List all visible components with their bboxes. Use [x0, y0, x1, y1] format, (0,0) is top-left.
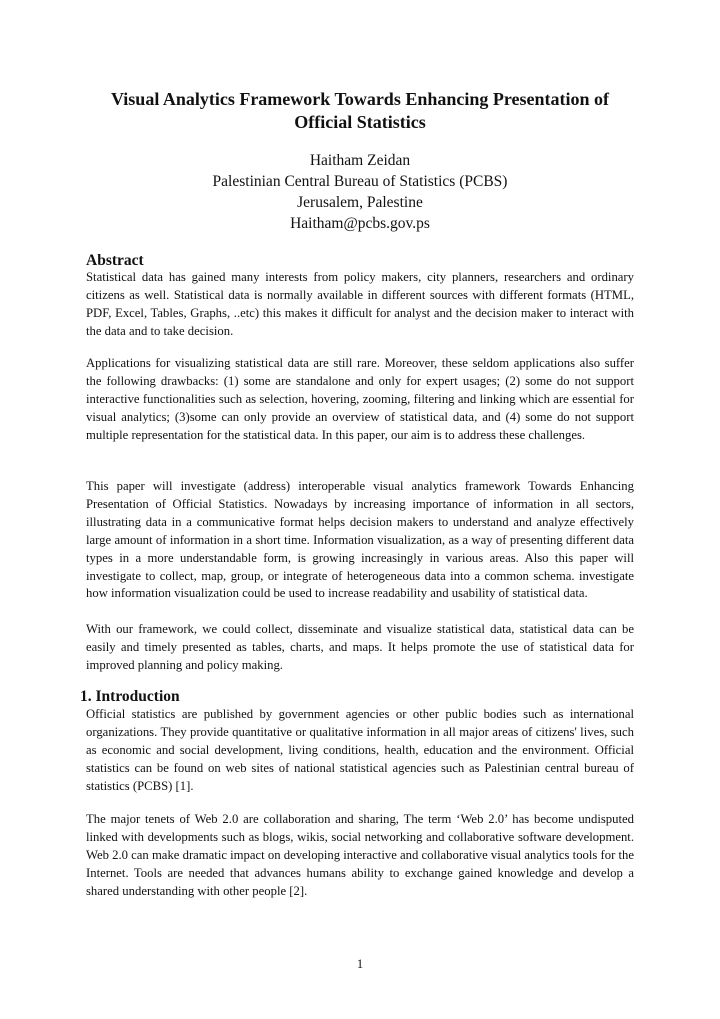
paper-title [60, 88, 660, 134]
page-number: 1 [356, 957, 364, 971]
abstract-paragraph-2: Applications for visualizing statistical data are still rare. Moreover, these seldom applications also suffer the following drawbacks: (1) some are standalone and only for expert usages; (2) some do not support interactive functionalities such as selection, hovering, zooming, filtering and linking which are essential for visual analytics; (3)some can only provide an overview of statistical data, and (4) some do not support multiple representation for the statistical data. In this paper, our aim is to address these challenges. [86, 356, 634, 442]
author-name: Haitham Zeidan [309, 152, 411, 169]
abstract-paragraph-3: This paper will investigate (address) interoperable visual analytics framework Towards Enhancing Presentation of Official Statistics. Nowadays by increasing importance of information in all sectors, illustrating data in a communicative format helps decision makers to understand and analyze effectively large amount of information in a short time. Information visualization, as a way of presenting different data types in a more understandable form, is growing increasingly in various areas. Also this paper will investigate to collect, map, group, or integrate of heterogeneous data into a common schema. investigate how information visualization could be used to increase readability and usability of statistical data. [86, 479, 634, 601]
abstract-paragraph-4: With our framework, we could collect, disseminate and visualize statistical data, statistical data can be easily and timely presented as tables, charts, and maps. It helps promote the use of statistical data for improved planning and policy making. [86, 622, 634, 672]
introduction-heading: 1. Introduction [80, 688, 180, 705]
abstract-paragraph-1: Statistical data has gained many interests from policy makers, city planners, researchers and ordinary citizens as well. Statistical data is normally available in different sources with different formats (HTML, PDF, Excel, Tables, Graphs, ..etc) this makes it difficult for analyst and the decision maker to interact with the data and to take decision. [86, 270, 634, 338]
author-email: Haitham@pcbs.gov.ps [290, 215, 430, 232]
introduction-paragraph-2: The major tenets of Web 2.0 are collaboration and sharing, The term ‘Web 2.0’ has become undisputed linked with developments such as blogs, wikis, social networking and collaborative software development. Web 2.0 can make dramatic impact on developing interactive and collaborative visual analytics tools for the Internet. Tools are needed that advances humans ability to exchange gained knowledge and develop a shared understanding with other people [2]. [86, 812, 634, 898]
author-affiliation: Palestinian Central Bureau of Statistics (PCBS) [212, 173, 508, 190]
abstract-heading: Abstract [86, 252, 144, 269]
paper-title-line-2: Official Statistics [294, 112, 426, 132]
paper-title-line-1: Visual Analytics Framework Towards Enhancing Presentation of [110, 89, 610, 109]
author-location: Jerusalem, Palestine [297, 194, 423, 211]
introduction-paragraph-1: Official statistics are published by government agencies or other public bodies such as international organizations. They provide quantitative or qualitative information in all major areas of citizens' lives, such as economic and social development, living conditions, health, education and the environment. Official statistics can be found on web sites of national statistical agencies such as Palestinian central bureau of statistics (PCBS) [1]. [86, 707, 634, 793]
author-block [60, 150, 660, 234]
